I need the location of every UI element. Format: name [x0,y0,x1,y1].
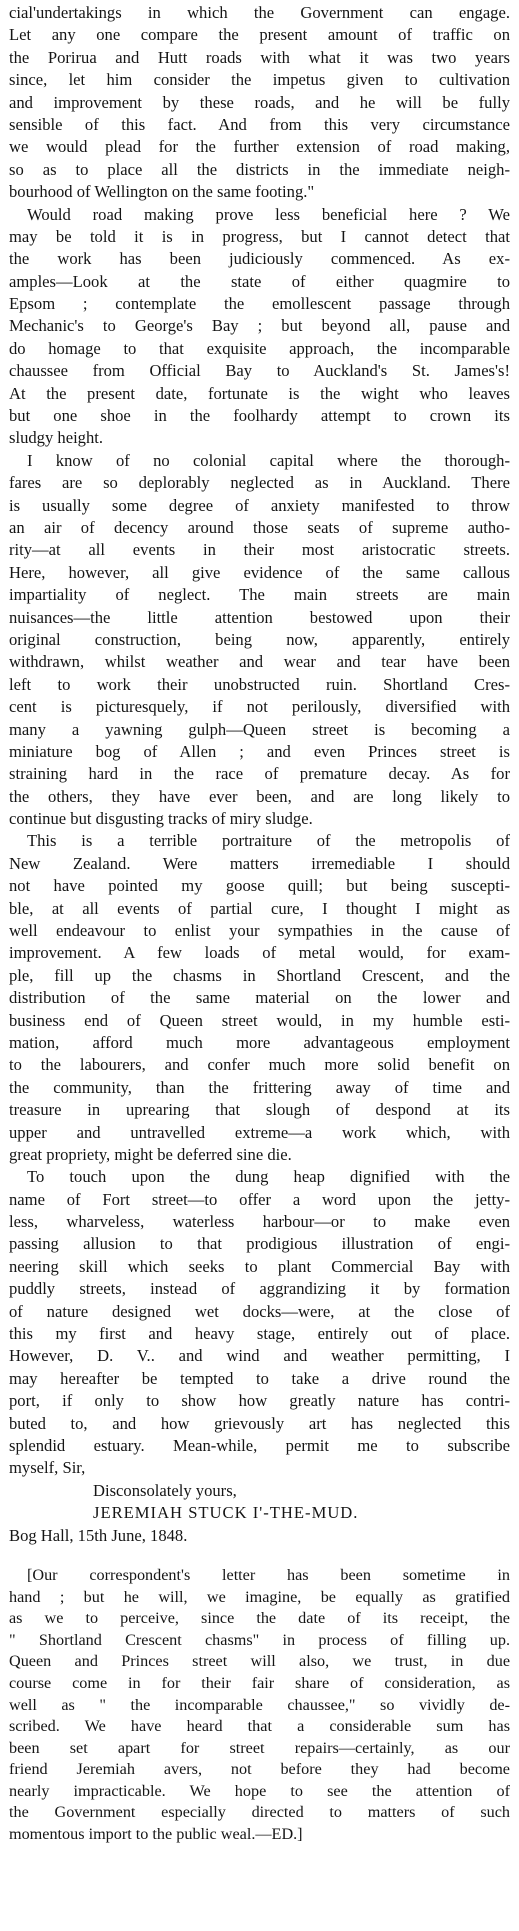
text-line: the community, than the frittering away of time and [9,1077,510,1097]
text-line: Queen and Princes street will also, we trust, in due [9,1652,510,1671]
text-line: To touch upon the dung heap dignified with the [27,1167,510,1187]
text-line: fares are so deplorably neglected as in Auckland. There [9,473,510,493]
text-line: Mechanic's to George's Bay ; but beyond all, pause and [9,316,510,336]
text-line: [Our correspondent's letter has been sometime in [27,1565,510,1584]
text-line: momentous import to the public weal.—ED.] [9,1825,303,1844]
text-line: the Government especially directed to matters of such [9,1803,510,1822]
text-line: so as to place all the districts in the immediate neigh- [9,159,510,179]
text-line: bourhood of Wellington on the same footing." [9,182,315,202]
text-line: ble, at all events of partial cure, I thought I might as [9,898,510,918]
text-line: This is a terrible portraiture of the metropolis of [27,831,510,851]
text-line: neering skill which seeks to plant Commercial Bay with [9,1256,510,1276]
text-line: New Zealand. Were matters irremediable I should [9,853,510,873]
text-line: withdrawn, whilst weather and wear and tear have been [9,652,510,672]
text-line: rity—at all events in their most aristocratic streets. [9,540,510,560]
text-line: puddly streets, instead of aggrandizing it by formation [9,1279,510,1299]
text-line: Would road making prove less beneficial here ? We [27,204,510,224]
text-line: sensible of this fact. And from this very circumstance [9,114,510,134]
text-line: of nature designed wet docks—were, at the close of [9,1301,510,1321]
letter-paragraph [9,204,510,450]
text-line: distribution of the same material on the lower and [9,988,510,1008]
text-line: the work has been judiciously commenced. As ex- [9,249,510,269]
text-line: At the present date, fortunate is the wight who leaves [9,383,510,403]
text-line: well endeavour to enlist your sympathies in the cause of [9,921,510,941]
text-line: I know of no colonial capital where the thorough- [27,450,510,470]
text-line: mation, afford much more advantageous employment [9,1032,510,1052]
text-line: less, wharveless, waterless harbour—or to make even [9,1212,510,1232]
letter-closing: Disconsolately yours, [93,1480,237,1500]
text-line: left to work their unobstructed ruin. Shortland Cres- [9,674,510,694]
text-line: Let any one compare the present amount of traffic on [9,25,510,45]
text-line: However, D. V.. and wind and weather permitting, I [9,1346,510,1366]
text-line: improvement. A few loads of metal would, for exam- [9,943,510,963]
text-line: do homage to that exquisite approach, the incomparable [9,338,510,358]
text-line: ple, fill up the chasms in Shortland Crescent, and the [9,965,510,985]
text-line: not have pointed my goose quill; but being suscepti- [9,876,510,896]
letter-paragraph [9,2,510,204]
text-line: buted to, and how grievously art has neglected this [9,1413,510,1433]
text-line: amples—Look at the state of either quagmire to [9,271,510,291]
text-line: friend Jeremiah avers, not before they had become [9,1760,510,1779]
text-line: continue but disgusting tracks of miry sludge. [9,809,313,829]
text-line: but one shoe in the foolhardy attempt to crown its [9,406,510,426]
text-line: great propriety, might be deferred sine die. [9,1144,292,1164]
letter-paragraph [9,450,510,831]
text-line: miniature bog of Allen ; and even Princes street is [9,741,510,761]
text-line: chaussee from Official Bay to Auckland's St. James's! [9,361,510,381]
text-line: and improvement by these roads, and he will be fully [9,92,510,112]
text-line: straining hard in the race of premature decay. As for [9,764,510,784]
letter-signature: JEREMIAH STUCK I'-THE-MUD. [93,1503,359,1523]
text-line: myself, Sir, [9,1458,86,1478]
text-line: is usually some degree of anxiety manifested to throw [9,495,510,515]
letter-paragraph [9,1166,510,1479]
text-line: the others, they have ever been, and are long likely to [9,786,510,806]
text-line: this my first and heavy stage, entirely out of place. [9,1324,510,1344]
text-line: well as " the incomparable chaussee," so vividly de- [9,1695,510,1714]
text-line: since, let him consider the impetus given to cultivation [9,70,510,90]
text-line: course come in for their fair share of consideration, as [9,1673,510,1692]
text-line: may be told it is in progress, but I cannot detect that [9,226,510,246]
text-line: upper and untravelled extreme—a work which, with [9,1122,510,1142]
text-line: sludgy height. [9,428,104,448]
text-line: port, if only to show how greatly nature has contri- [9,1391,510,1411]
text-line: Epsom ; contemplate the emollescent passage through [9,294,510,314]
text-line: an air of decency around those seats of supreme autho- [9,517,510,537]
text-line: " Shortland Crescent chasms" in process of filling up. [9,1630,510,1649]
text-line: hand ; but he will, we imagine, be equally as gratified [9,1587,510,1606]
text-line: many a yawning gulph—Queen street is becoming a [9,719,510,739]
text-line: splendid estuary. Mean-while, permit me to subscribe [9,1436,510,1455]
text-line: cent is picturesquely, if not perilously, diversified with [9,697,510,717]
text-line: passing allusion to that prodigious illustration of engi- [9,1234,510,1254]
text-line: we would plead for the further extension of road making, [9,137,510,157]
text-line: nuisances—the little attention bestowed upon their [9,607,510,627]
text-line: nearly impracticable. We hope to see the attention of [9,1781,510,1800]
text-line: Here, however, all give evidence of the same callous [9,562,510,582]
editor-note [9,1565,510,1846]
text-line: cial'undertakings in which the Government can engage. [9,3,510,22]
section-gap [9,1547,510,1565]
text-line: impartiality of neglect. The main streets are main [9,585,510,605]
text-line: name of Fort street—to offer a word upon the jetty- [9,1189,510,1209]
text-line: as we to perceive, since the date of its receipt, the [9,1609,510,1628]
text-line: business end of Queen street would, in my humble esti- [9,1010,510,1030]
text-line: the Porirua and Hutt roads with what it was two years [9,47,510,67]
text-line: scribed. We have heard that a considerable sum has [9,1717,510,1736]
text-line: original construction, being now, apparently, entirely [9,629,510,649]
text-line: treasure in uprearing that slough of despond at its [9,1100,510,1120]
text-line: to the labourers, and confer much more solid benefit on [9,1055,510,1075]
text-line: been set apart for street repairs—certainly, as our [9,1738,510,1757]
text-line: may hereafter be tempted to take a drive round the [9,1368,510,1388]
letter-place-date: Bog Hall, 15th June, 1848. [9,1525,188,1545]
letter-paragraph [9,830,510,1166]
